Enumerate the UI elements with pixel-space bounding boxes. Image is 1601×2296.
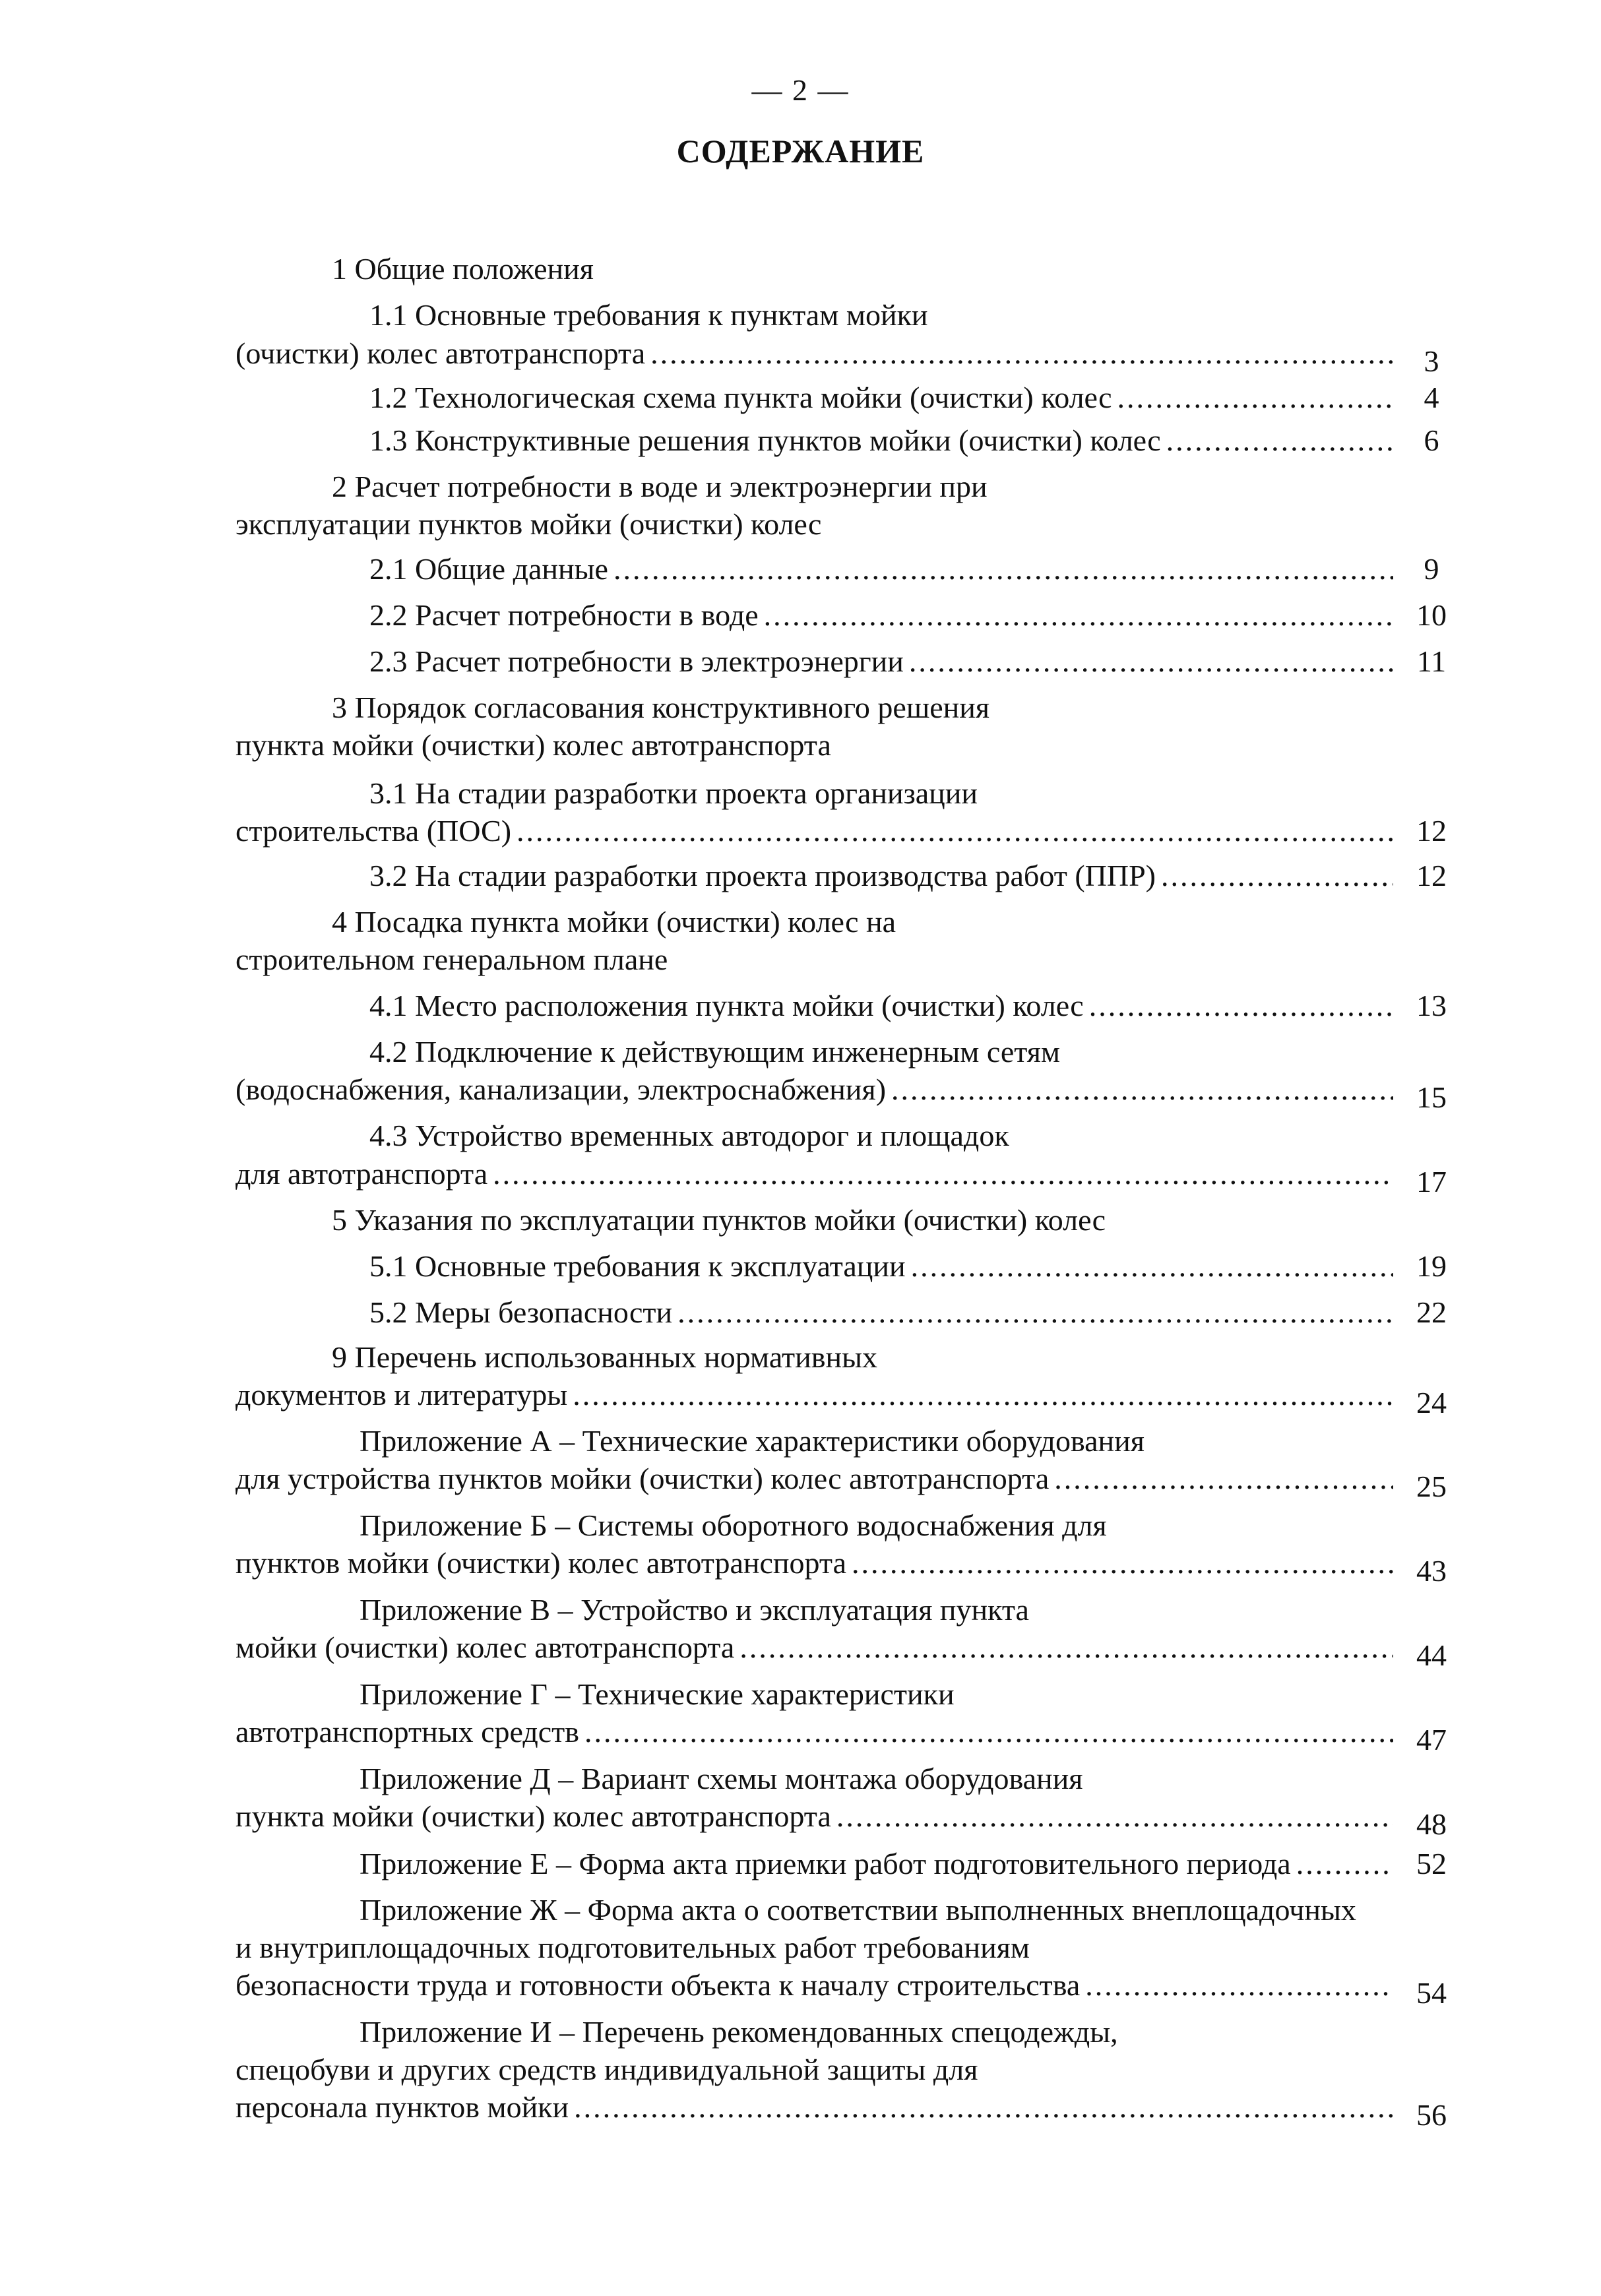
toc-appendix-zh-line2: и внутриплощадочных подготовительных работ требованиям	[235, 1931, 1030, 1964]
toc-page-appendix-zh: 54	[1416, 1976, 1447, 2010]
toc-page-9: 24	[1416, 1386, 1447, 1419]
toc-item-4-2-line2: (водоснабжения, канализации, электроснабжения) .....	[235, 1071, 1393, 1108]
toc-appendix-b-line2: пунктов мойки (очистки) колес автотранспорта .....	[235, 1545, 1393, 1582]
toc-page-appendix-i: 56	[1416, 2098, 1447, 2132]
toc-section-5: 5 Указания по эксплуатации пунктов мойки (очистки) колес	[332, 1203, 1106, 1237]
toc-item-1-1-line1: 1.1 Основные требования к пунктам мойки	[369, 298, 928, 332]
toc-page-appendix-b: 43	[1416, 1554, 1447, 1588]
toc-page-4-3: 17	[1416, 1165, 1447, 1198]
toc-item-3-1-line2: строительства (ПОС) .....	[235, 813, 1393, 850]
toc-page-appendix-e: 52	[1416, 1847, 1447, 1880]
toc-page-1-3: 6	[1424, 423, 1439, 457]
toc-page-appendix-a: 25	[1416, 1470, 1447, 1503]
toc-page-1-1: 3	[1424, 344, 1439, 378]
toc-page-appendix-g: 47	[1416, 1723, 1447, 1756]
toc-page-1-2: 4	[1424, 381, 1439, 414]
toc-section-2-line1: 2 Расчет потребности в воде и электроэнергии при	[332, 470, 988, 503]
toc-section-4-line1: 4 Посадка пункта мойки (очистки) колес на	[332, 905, 896, 939]
toc-item-5-1: 5.1 Основные требования к эксплуатации .....	[369, 1248, 1393, 1285]
toc-section-3-line1: 3 Порядок согласования конструктивного решения	[332, 691, 990, 724]
toc-section-1: 1 Общие положения	[332, 252, 594, 286]
toc-page-4-1: 13	[1416, 989, 1447, 1022]
toc-appendix-g-line1: Приложение Г – Технические характеристики	[360, 1677, 955, 1711]
toc-page-4-2: 15	[1416, 1080, 1447, 1114]
toc-section-3-line2: пункта мойки (очистки) колес автотранспорта	[235, 728, 831, 762]
toc-section-2-line2: эксплуатации пунктов мойки (очистки) колес	[235, 507, 822, 541]
toc-item-4-1: 4.1 Место расположения пункта мойки (очистки) колес .....	[369, 987, 1393, 1024]
toc-page-3-2: 12	[1416, 859, 1447, 892]
toc-appendix-i-line2: спецобуви и других средств индивидуальной защиты для	[235, 2053, 978, 2086]
toc-page-5-1: 19	[1416, 1249, 1447, 1283]
toc-item-1-1-line2: (очистки) колес автотранспорта .....	[235, 335, 1393, 372]
toc-item-5-2: 5.2 Меры безопасности .....	[369, 1294, 1393, 1331]
page-number: — 2 —	[751, 73, 850, 107]
toc-appendix-i-line1: Приложение И – Перечень рекомендованных спецодежды,	[360, 2015, 1118, 2049]
toc-item-2-1: 2.1 Общие данные .....	[369, 551, 1393, 588]
toc-section-9-line2: документов и литературы .....	[235, 1377, 1393, 1413]
toc-appendix-b-line1: Приложение Б – Системы оборотного водоснабжения для	[360, 1508, 1107, 1542]
toc-item-4-3-line2: для автотранспорта .....	[235, 1156, 1393, 1193]
page-title: СОДЕРЖАНИЕ	[676, 133, 925, 170]
toc-item-3-2: 3.2 На стадии разработки проекта производства работ (ППР) .....	[369, 857, 1393, 894]
toc-page-2-2: 10	[1416, 598, 1447, 632]
toc-section-9-line1: 9 Перечень использованных нормативных	[332, 1340, 878, 1374]
toc-page-appendix-v: 44	[1416, 1638, 1447, 1672]
toc-item-2-3: 2.3 Расчет потребности в электроэнергии .....	[369, 643, 1393, 680]
toc-page-3-1: 12	[1416, 814, 1447, 848]
toc-item-1-3: 1.3 Конструктивные решения пунктов мойки (очистки) колес .....	[369, 422, 1393, 459]
toc-appendix-d-line2: пункта мойки (очистки) колес автотранспорта .....	[235, 1798, 1393, 1835]
toc-appendix-i-line3: персонала пунктов мойки .....	[235, 2089, 1393, 2126]
toc-item-3-1-line1: 3.1 На стадии разработки проекта организации	[369, 776, 978, 810]
toc-appendix-zh-line1: Приложение Ж – Форма акта о соответствии выполненных внеплощадочных	[360, 1893, 1356, 1927]
toc-appendix-g-line2: автотранспортных средств .....	[235, 1714, 1393, 1751]
toc-page-appendix-d: 48	[1416, 1807, 1447, 1841]
toc-page-2-1: 9	[1424, 552, 1439, 586]
toc-appendix-a-line1: Приложение А – Технические характеристики оборудования	[360, 1424, 1145, 1458]
toc-appendix-d-line1: Приложение Д – Вариант схемы монтажа оборудования	[360, 1762, 1083, 1795]
toc-appendix-zh-line3: безопасности труда и готовности объекта к началу строительства .....	[235, 1967, 1393, 2004]
toc-section-4-line2: строительном генеральном плане	[235, 943, 668, 976]
toc-item-1-2: 1.2 Технологическая схема пункта мойки (очистки) колес .....	[369, 379, 1393, 416]
toc-page-2-3: 11	[1416, 644, 1447, 678]
toc-item-4-3-line1: 4.3 Устройство временных автодорог и площадок	[369, 1119, 1009, 1152]
toc-appendix-v-line1: Приложение В – Устройство и эксплуатация пункта	[360, 1593, 1029, 1627]
toc-appendix-e: Приложение Е – Форма акта приемки работ подготовительного периода .....	[360, 1846, 1393, 1882]
toc-item-4-2-line1: 4.2 Подключение к действующим инженерным сетям	[369, 1035, 1061, 1069]
toc-item-2-2: 2.2 Расчет потребности в воде .....	[369, 597, 1393, 634]
toc-page-5-2: 22	[1416, 1295, 1447, 1329]
toc-appendix-a-line2: для устройства пунктов мойки (очистки) колес автотранспорта .....	[235, 1460, 1393, 1497]
toc-appendix-v-line2: мойки (очистки) колес автотранспорта .....	[235, 1629, 1393, 1666]
